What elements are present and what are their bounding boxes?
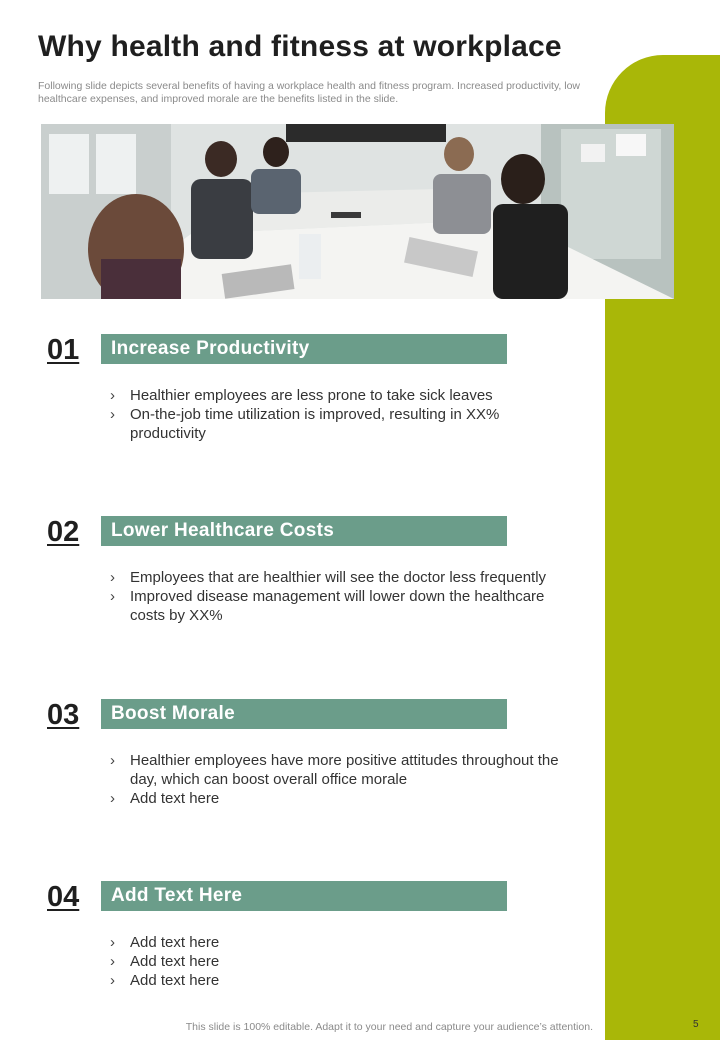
footer-note: This slide is 100% editable. Adapt it to your need and capture your audience’s attention.	[185, 1021, 593, 1033]
chevron-right-icon: ›	[110, 752, 115, 769]
section-heading: Increase Productivity	[101, 334, 507, 364]
section-number: 01	[47, 334, 80, 366]
page-title: Why health and fitness at workplace	[38, 30, 562, 63]
chevron-right-icon: ›	[110, 569, 115, 586]
chevron-right-icon: ›	[110, 387, 115, 404]
list-item: › Healthier employees are less prone to take sick leaves	[110, 387, 493, 404]
list-item: › Add text here	[110, 934, 220, 951]
section-heading: Lower Healthcare Costs	[101, 516, 507, 546]
list-item: › Healthier employees have more positive attitudes throughout the day, which can boost overall office morale	[110, 752, 559, 788]
section-number: 02	[47, 516, 80, 548]
bullet-list	[110, 933, 570, 990]
page-subtitle: Following slide depicts several benefits of having a workplace health and fitness program. Increased productivity, low healthcare expenses, and improved morale are the benefits listed in the slide.	[38, 80, 581, 105]
list-item: › Add text here	[110, 953, 220, 970]
chevron-right-icon: ›	[110, 588, 115, 605]
bullet-list	[110, 568, 570, 625]
list-item: › Employees that are healthier will see the doctor less frequently	[110, 569, 547, 586]
meeting-photo	[41, 124, 674, 299]
chevron-right-icon: ›	[110, 953, 115, 970]
list-item: › Improved disease management will lower down the healthcare costs by XX%	[110, 588, 545, 624]
section-number: 04	[47, 881, 80, 913]
bullet-list	[110, 751, 570, 808]
page-number: 5	[693, 1019, 699, 1030]
chevron-right-icon: ›	[110, 790, 115, 807]
chevron-right-icon: ›	[110, 934, 115, 951]
chevron-right-icon: ›	[110, 406, 115, 423]
section-number: 03	[47, 699, 80, 731]
bullet-list	[110, 386, 570, 443]
chevron-right-icon: ›	[110, 972, 115, 989]
list-item: › Add text here	[110, 972, 220, 989]
list-item: › Add text here	[110, 790, 220, 807]
section-heading: Add Text Here	[101, 881, 507, 911]
list-item: › On-the-job time utilization is improved, resulting in XX% productivity	[110, 406, 500, 442]
section-heading: Boost Morale	[101, 699, 507, 729]
